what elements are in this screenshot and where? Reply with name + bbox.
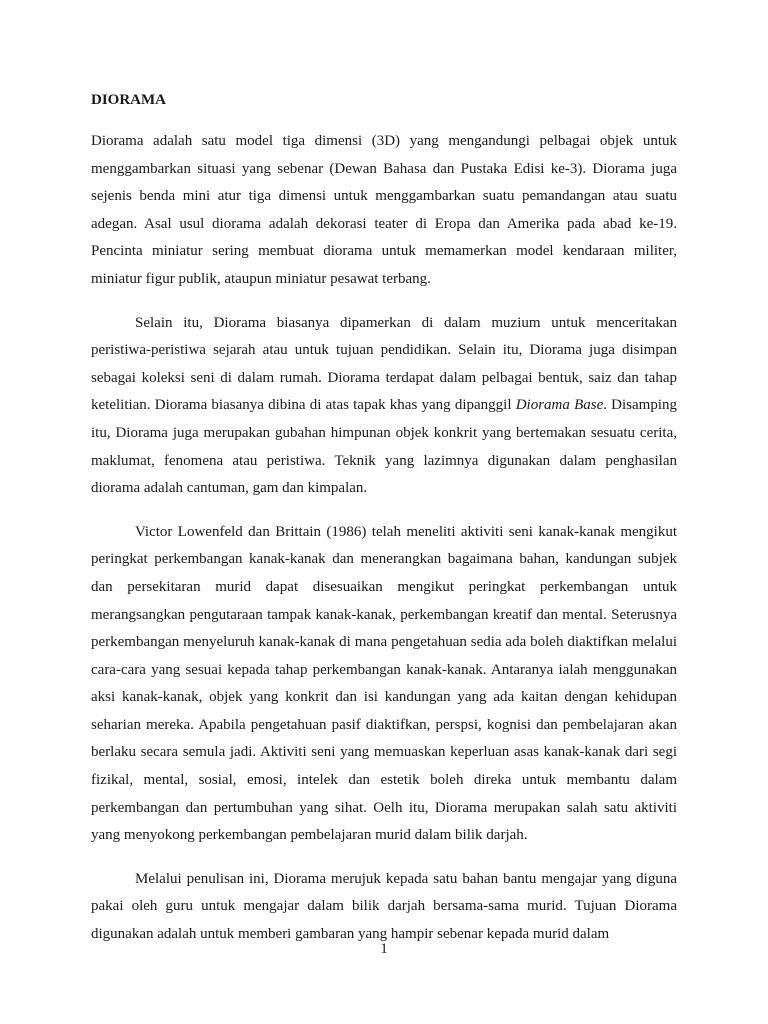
page-number: 1 [380,941,388,957]
paragraph-museum-text-end: . Disamping itu, Diorama juga merupakan gubahan himpunan objek konkrit yang bertemakan sesuatu cerita, maklumat, fenomena atau peristiwa. Teknik yang lazimnya digunakan dalam penghasilan diorama adalah cantuman, gam dan kimpalan. [91,397,678,497]
document-title: DIORAMA [91,92,166,108]
paragraph-museum-text-start: Selain itu, Diorama biasanya dipamerkan di dalam muzium untuk menceritakan peristiwa-peristiwa sejarah atau untuk tujuan pendidikan. Selain itu, Diorama juga disimpan sebagai koleksi seni di dalam rumah. Diorama terdapat dalam pelbagai bentuk, saiz dan tahap ketelitian. Diorama biasanya dibina di atas tapak khas yang dipanggil [91,314,677,414]
diorama-base-term: Diorama Base [515,397,604,414]
paragraph-lowenfeld: Victor Lowenfeld dan Brittain (1986) telah meneliti aktiviti seni kanak-kanak mengikut peringkat perkembangan kanak-kanak dan menerangkan bagaimana bahan, kandungan subjek dan persekitaran murid dapat disesuaikan mengikut peringkat perkembangan untuk merangsangkan pengutaraan tampak kanak-kanak, perkembangan kreatif dan mental. Seterusnya perkembangan menyeluruh kanak-kanak di mana pengetahuan sedia ada boleh diaktifkan melalui cara-cara yang sesuai kepada tahap perkembangan kanak-kanak. Antaranya ialah menggunakan aksi kanak-kanak, objek yang konkrit dan isi kandungan yang ada kaitan dengan kehidupan seharian mereka. Apabila pengetahuan pasif diaktifkan, perspsi, kognisi dan pembelajaran akan berlaku secara semula jadi. Aktiviti seni yang memuaskan keperluan asas kanak-kanak dari segi fizikal, mental, sosial, emosi, intelek dan estetik boleh direka untuk membantu dalam perkembangan dan pertumbuhan yang sihat. Oelh itu, Diorama merupakan salah satu aktiviti yang menyokong perkembangan pembelajaran murid dalam bilik darjah. [91,523,677,844]
paragraph-museum [91,310,677,503]
paragraph-purpose: Melalui penulisan ini, Diorama merujuk kepada satu bahan bantu mengajar yang diguna pakai oleh guru untuk mengajar dalam bilik darjah bersama-sama murid. Tujuan Diorama digunakan adalah untuk memberi gambaran yang hampir sebenar kepada murid dalam [91,870,677,943]
paragraph-definition: Diorama adalah satu model tiga dimensi (3D) yang mengandungi pelbagai objek untuk menggambarkan situasi yang sebenar (Dewan Bahasa dan Pustaka Edisi ke-3). Diorama juga sejenis benda mini atur tiga dimensi untuk menggambarkan suatu pemandangan atau suatu adegan. Asal usul diorama adalah dekorasi teater di Eropa dan Amerika pada abad ke-19. Pencinta miniatur sering membuat diorama untuk memamerkan model kendaraan militer, miniatur figur publik, ataupun miniatur pesawat terbang. [91,133,677,287]
